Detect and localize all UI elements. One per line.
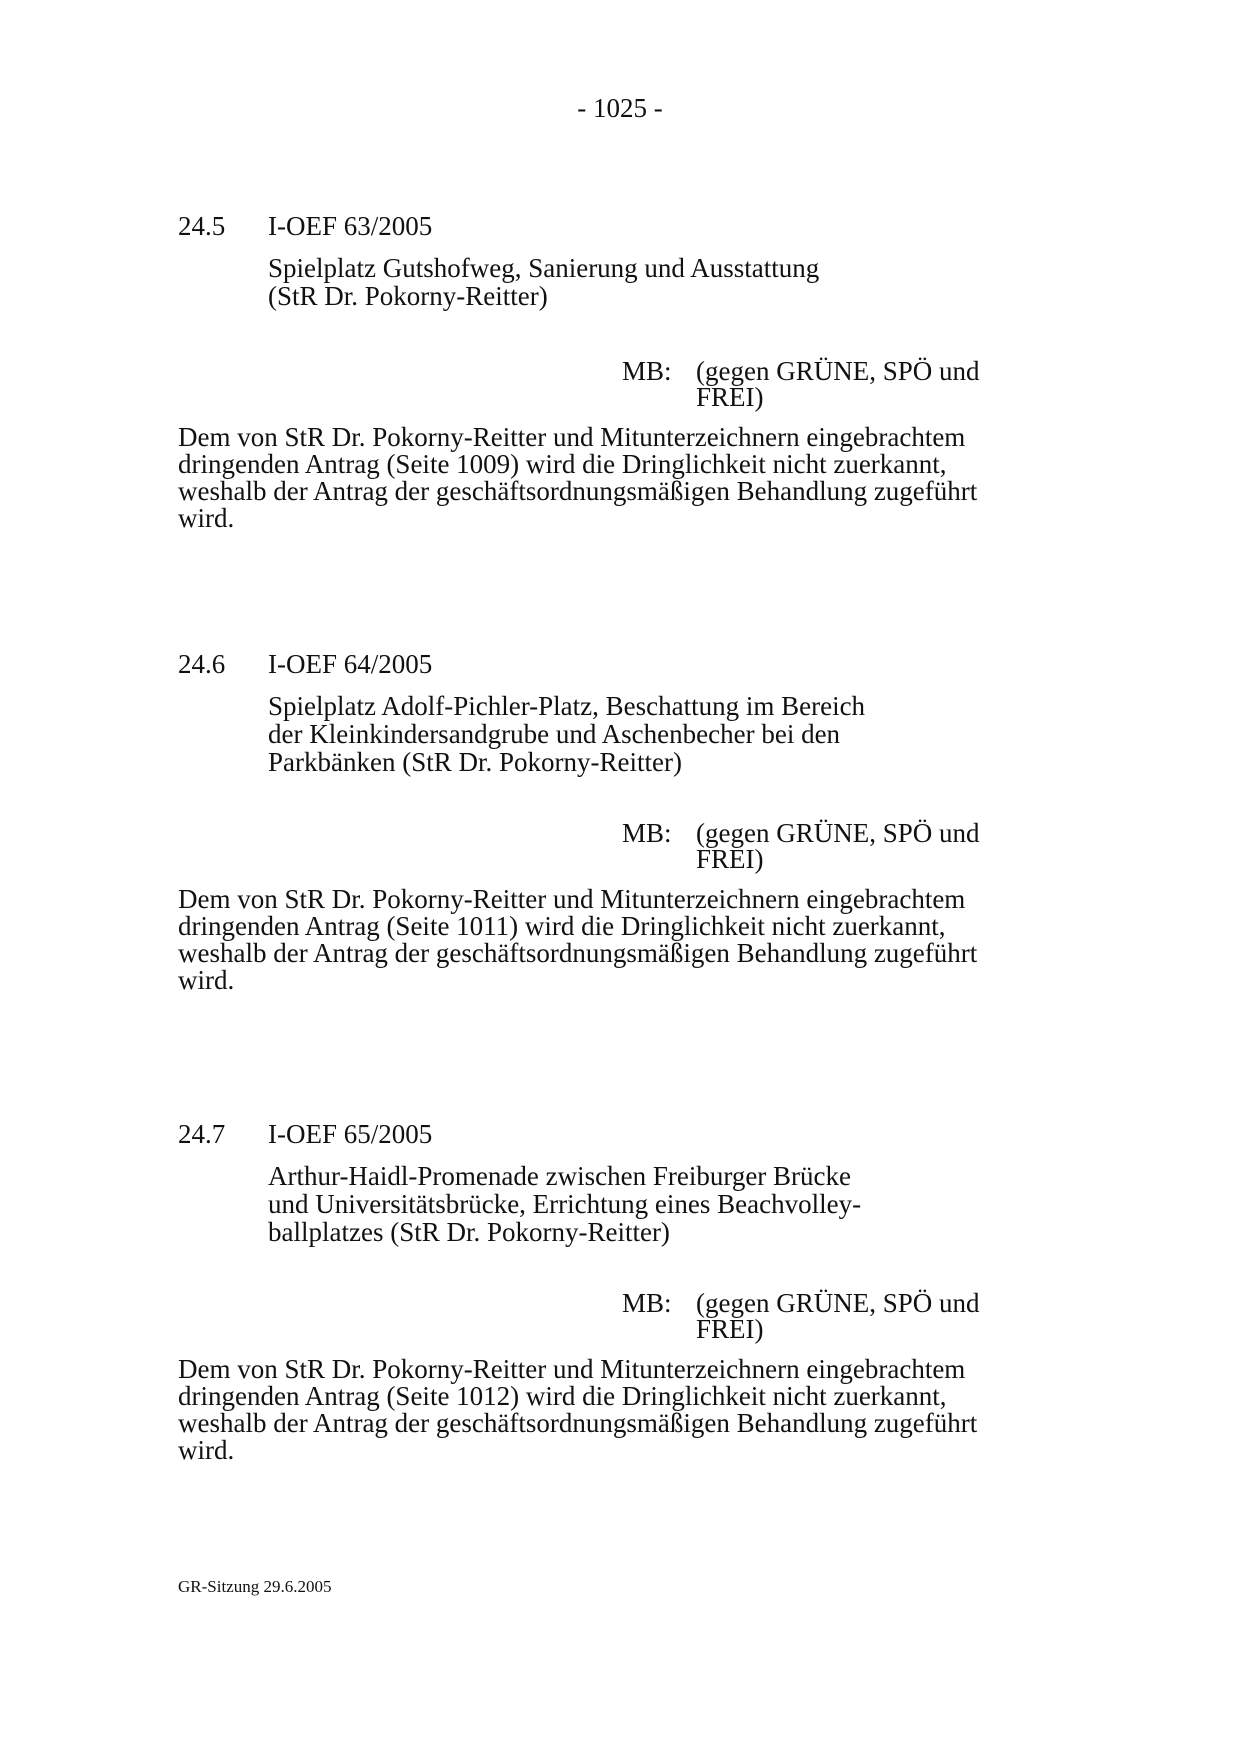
voting-result	[622, 1290, 1042, 1344]
decision-line: Dem von StR Dr. Pokorny-Reitter und Mitunterzeichnern eingebrachtem	[178, 884, 966, 914]
agenda-item-24-7	[178, 1120, 1078, 1480]
item-header	[178, 1120, 1078, 1150]
decision-line: weshalb der Antrag der geschäftsordnungsmäßigen Behandlung zugeführt	[178, 1408, 978, 1438]
item-title	[268, 692, 988, 776]
page-footer: GR-Sitzung 29.6.2005	[178, 1577, 332, 1596]
item-title-line: Spielplatz Gutshofweg, Sanierung und Ausstattung	[268, 253, 820, 283]
item-number: 24.6	[178, 649, 226, 679]
voting-detail-line: FREI)	[696, 1314, 764, 1344]
voting-detail-line: (gegen GRÜNE, SPÖ und	[696, 1288, 980, 1318]
decision-text	[178, 886, 1078, 994]
item-title-line: Arthur-Haidl-Promenade zwischen Freiburger Brücke	[268, 1161, 852, 1191]
agenda-item-24-5	[178, 212, 1078, 542]
voting-detail-line: (gegen GRÜNE, SPÖ und	[696, 356, 980, 386]
voting-label: MB:	[622, 356, 672, 386]
item-title	[268, 254, 988, 310]
voting-result	[622, 358, 1042, 412]
voting-detail-line: FREI)	[696, 382, 764, 412]
item-reference: I-OEF 65/2005	[268, 1119, 433, 1149]
item-title-line: Spielplatz Adolf-Pichler-Platz, Beschattung im Bereich	[268, 691, 866, 721]
item-title-line: ballplatzes (StR Dr. Pokorny-Reitter)	[268, 1217, 670, 1247]
item-reference: I-OEF 63/2005	[268, 211, 433, 241]
voting-detail-line: (gegen GRÜNE, SPÖ und	[696, 818, 980, 848]
page-number: - 1025 -	[577, 93, 663, 123]
decision-line: wird.	[178, 1435, 235, 1465]
item-reference: I-OEF 64/2005	[268, 649, 433, 679]
voting-label: MB:	[622, 1288, 672, 1318]
voting-result	[622, 820, 1042, 874]
decision-line: wird.	[178, 965, 235, 995]
item-title-line: und Universitätsbrücke, Errichtung eines Beachvolley-	[268, 1189, 862, 1219]
decision-line: weshalb der Antrag der geschäftsordnungsmäßigen Behandlung zugeführt	[178, 938, 978, 968]
decision-line: dringenden Antrag (Seite 1012) wird die Dringlichkeit nicht zuerkannt,	[178, 1381, 947, 1411]
decision-line: wird.	[178, 503, 235, 533]
decision-line: Dem von StR Dr. Pokorny-Reitter und Mitunterzeichnern eingebrachtem	[178, 1354, 966, 1384]
decision-text	[178, 1356, 1078, 1464]
voting-detail	[696, 358, 980, 410]
item-number: 24.5	[178, 211, 226, 241]
agenda-item-24-6	[178, 650, 1078, 1010]
decision-line: dringenden Antrag (Seite 1009) wird die Dringlichkeit nicht zuerkannt,	[178, 449, 947, 479]
item-title-line: Parkbänken (StR Dr. Pokorny-Reitter)	[268, 747, 682, 777]
voting-detail	[696, 820, 980, 872]
item-header	[178, 650, 1078, 680]
item-title-line: der Kleinkindersandgrube und Aschenbecher bei den	[268, 719, 841, 749]
decision-line: Dem von StR Dr. Pokorny-Reitter und Mitunterzeichnern eingebrachtem	[178, 422, 966, 452]
decision-line: weshalb der Antrag der geschäftsordnungsmäßigen Behandlung zugeführt	[178, 476, 978, 506]
voting-label: MB:	[622, 818, 672, 848]
item-header	[178, 212, 1078, 242]
item-title-line: (StR Dr. Pokorny-Reitter)	[268, 281, 548, 311]
decision-text	[178, 424, 1078, 532]
decision-line: dringenden Antrag (Seite 1011) wird die Dringlichkeit nicht zuerkannt,	[178, 911, 946, 941]
item-number: 24.7	[178, 1119, 226, 1149]
voting-detail	[696, 1290, 980, 1342]
voting-detail-line: FREI)	[696, 844, 764, 874]
item-title	[268, 1162, 988, 1246]
